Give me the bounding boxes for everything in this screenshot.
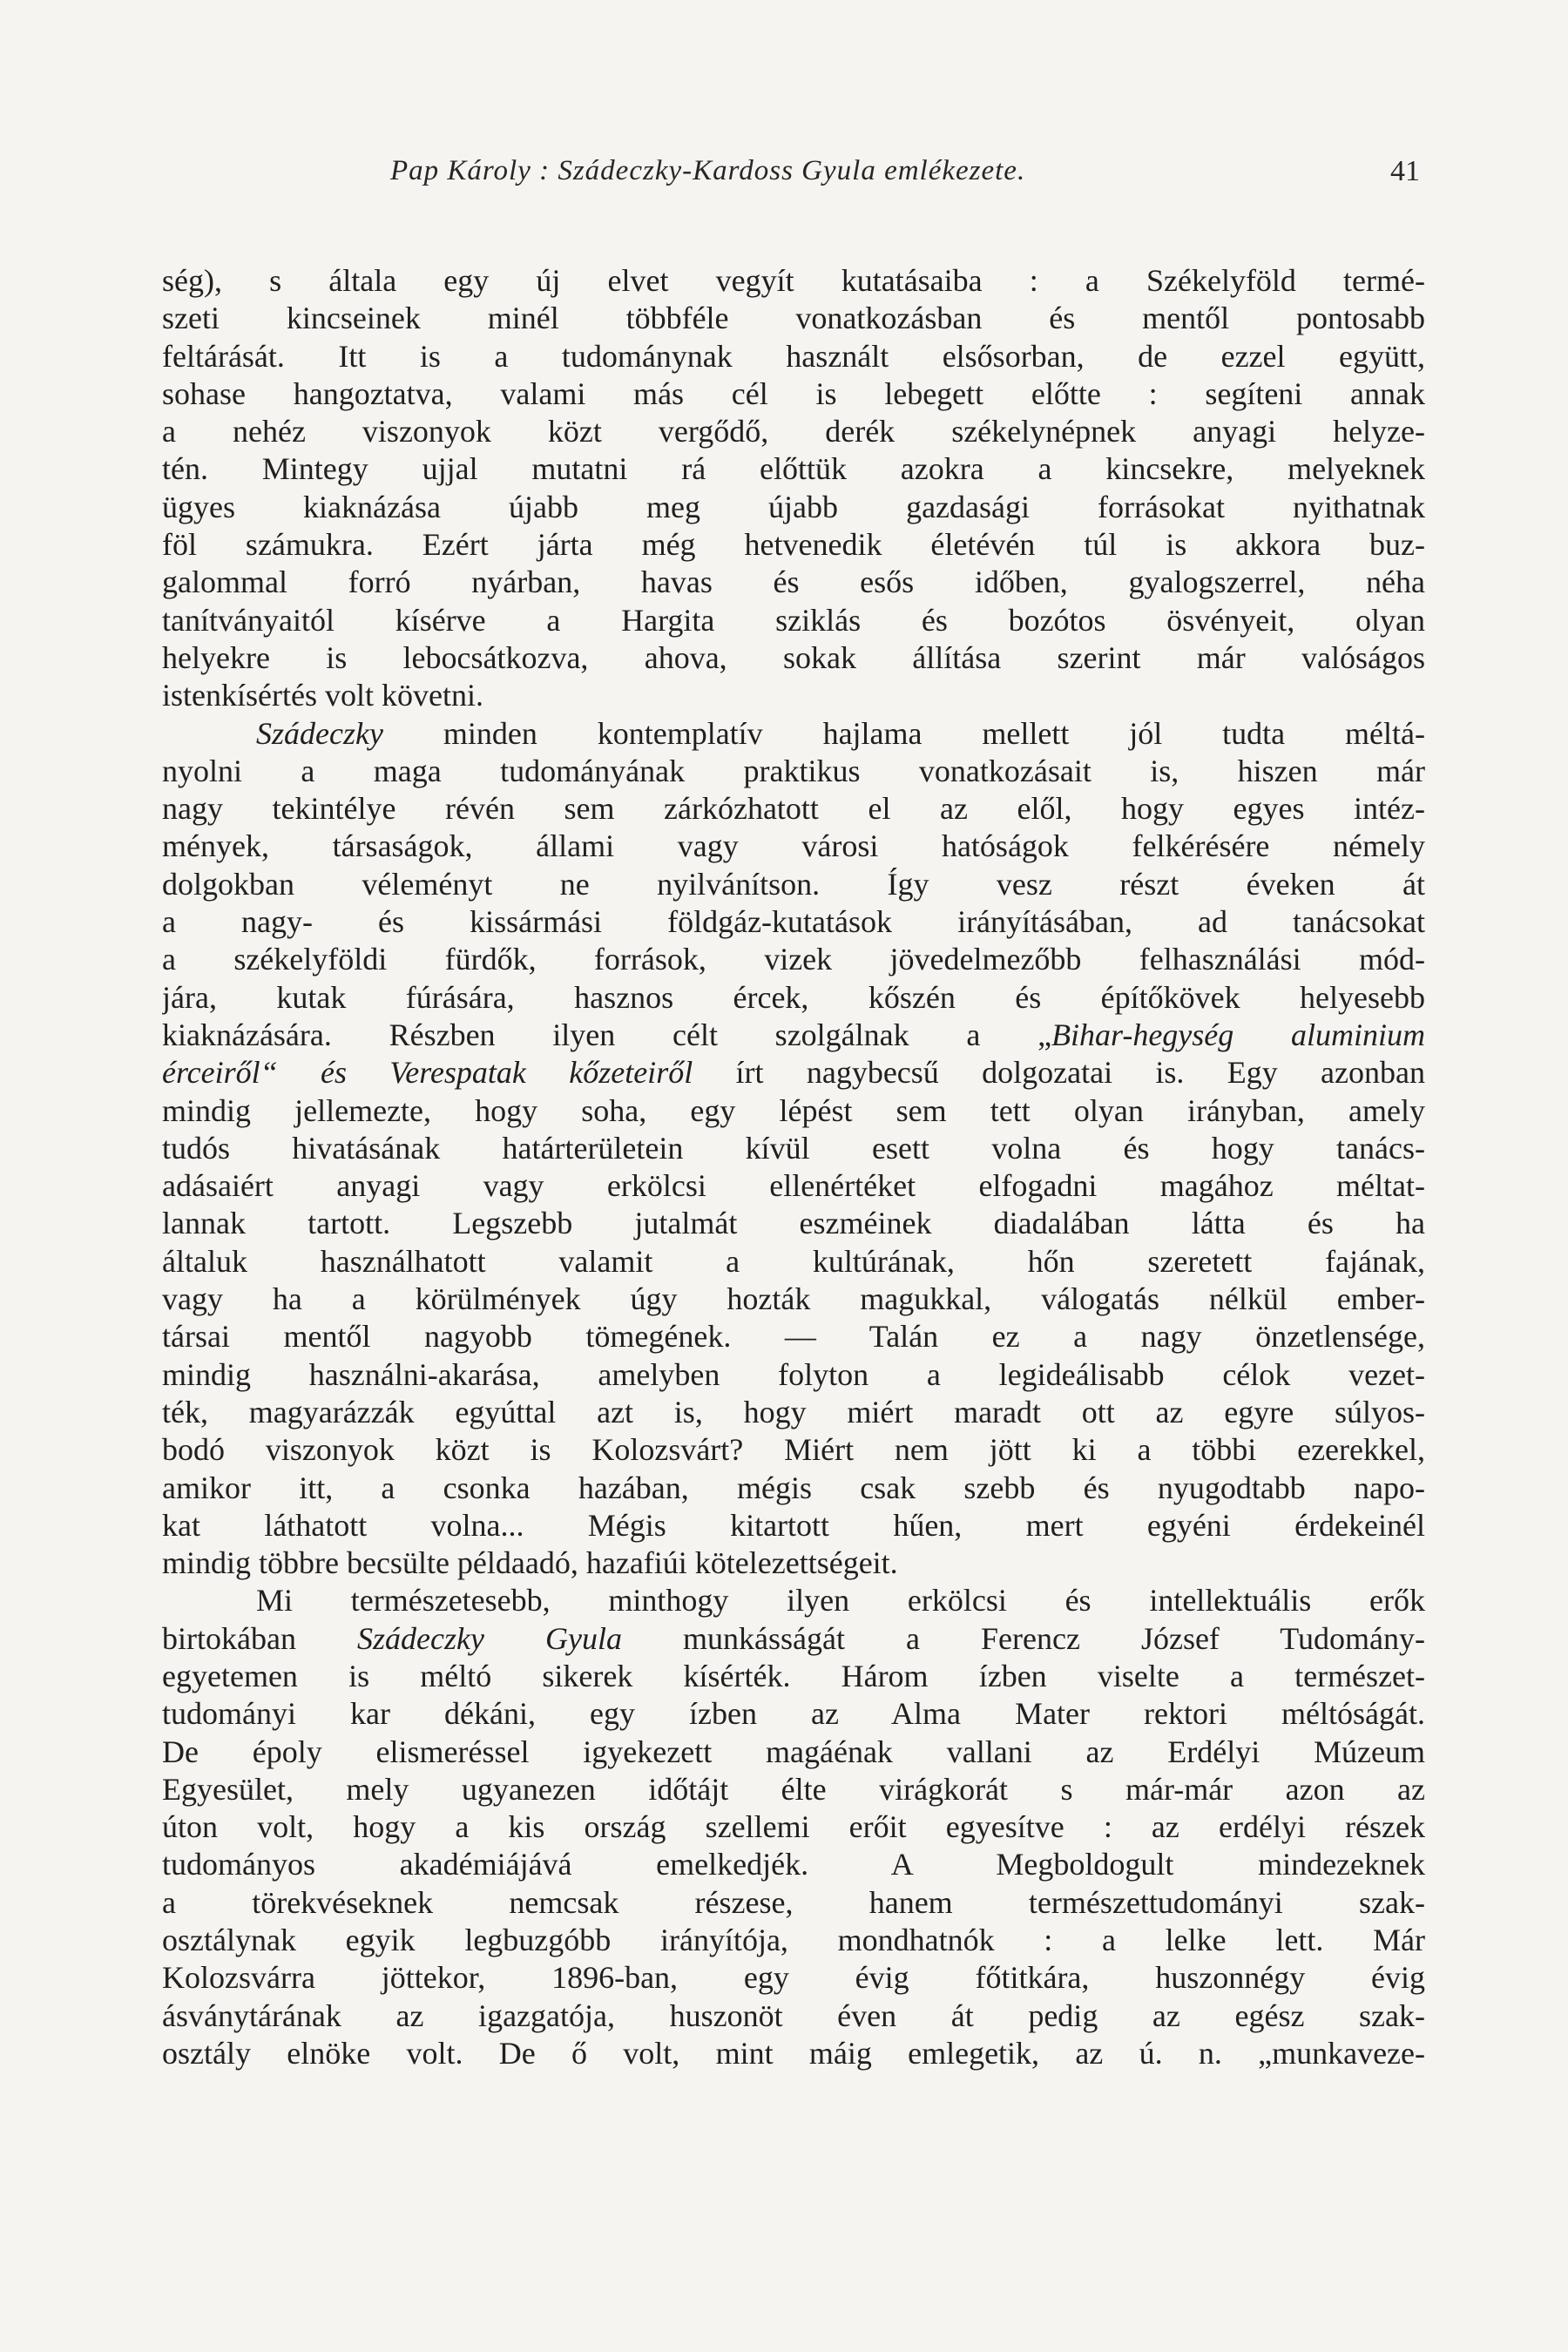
text-line — [162, 1205, 1425, 1242]
text-line — [162, 979, 1425, 1017]
text-run: osztály elnöke volt. De ő volt, mint máig emlegetik, az ú. n. „munkaveze- — [162, 2035, 1425, 2071]
text-run: tudományi kar dékáni, egy ízben az Alma Mater rektori méltóságát. — [162, 1696, 1425, 1732]
text-line — [162, 1318, 1425, 1355]
text-line — [162, 338, 1425, 375]
text-line — [162, 1130, 1425, 1167]
text-run: dolgokban véleményt ne nyilvánítson. Így vesz részt éveken át — [162, 866, 1425, 902]
text-line — [162, 1922, 1425, 1959]
text-line — [162, 1470, 1425, 1507]
text-line — [162, 602, 1425, 639]
text-run: szeti kincseinek minél többféle vonatkozásban és mentől pontosabb — [162, 301, 1425, 336]
text-run: nyolni a maga tudományának praktikus vonatkozásait is, hiszen már — [162, 753, 1425, 788]
text-line — [162, 564, 1425, 601]
text-run: mindig többre becsülte példaadó, hazafiúi kötelezettségeit. — [162, 1545, 898, 1581]
text-run: ség), s általa egy új elvet vegyít kutatásaiba : a Székelyföld termé- — [162, 263, 1425, 298]
running-head — [166, 155, 1420, 199]
text-run: amikor itt, a csonka hazában, mégis csak szebb és nyugodtabb napo- — [162, 1470, 1425, 1505]
text-run: mindig használni-akarása, amelyben folyton a legideálisabb célok vezet- — [162, 1356, 1425, 1392]
text-run: tanítványaitól kísérve a Hargita sziklás és bozótos ösvényeit, olyan — [162, 602, 1425, 638]
text-run: Mi természetesebb, minthogy ilyen erkölcsi és intellektuális erők — [256, 1583, 1425, 1619]
text-run: a törekvéseknek nemcsak részese, hanem természettudományi szak- — [162, 1884, 1425, 1920]
text-run: társai mentől nagyobb tömegének. — Talán ez a nagy önzetlensége, — [162, 1319, 1425, 1355]
text-run: nagy tekintélye révén sem zárkózhatott el az elől, hogy egyes intéz- — [162, 791, 1425, 827]
running-head-title: Pap Károly : Szádeczky-Kardoss Gyula emlékezete. — [390, 155, 1026, 186]
text-line — [162, 1394, 1425, 1431]
text-run: írt nagybecsű dolgozatai is. Egy azonban — [693, 1055, 1425, 1091]
italic-text: Bihar-hegység aluminium — [1051, 1017, 1425, 1052]
text-line — [162, 1959, 1425, 1997]
text-run: Egyesület, mely ugyanezen időtájt élte virágkorát s már-már azon az — [162, 1771, 1425, 1807]
text-line — [162, 866, 1425, 903]
text-line — [162, 450, 1425, 488]
text-run: birtokában — [162, 1620, 357, 1656]
text-run: kiaknázására. Részben ilyen célt szolgálnak a „ — [162, 1017, 1052, 1052]
text-line — [162, 1884, 1425, 1922]
text-line — [162, 1092, 1425, 1130]
text-line — [162, 375, 1425, 413]
text-run: De époly elismeréssel igyekezett magáénak vallani az Erdélyi Múzeum — [162, 1734, 1425, 1769]
text-line — [162, 1582, 1425, 1619]
text-run: feltárását. Itt is a tudománynak használt elsősorban, de ezzel együtt, — [162, 338, 1425, 374]
text-line — [162, 1017, 1425, 1054]
italic-text: Szádeczky Gyula — [357, 1620, 622, 1656]
text-line — [162, 262, 1425, 300]
text-line — [162, 903, 1425, 941]
text-line — [162, 941, 1425, 978]
text-run: vagy ha a körülmények úgy hozták magukkal, válogatás nélkül ember- — [162, 1281, 1425, 1317]
text-run: lannak tartott. Legszebb jutalmát eszméinek diadalában látta és ha — [162, 1206, 1425, 1241]
text-line — [162, 1695, 1425, 1733]
text-run: a nagy- és kissármási földgáz-kutatások irányításában, ad tanácsokat — [162, 904, 1425, 940]
text-run: mények, társaságok, állami vagy városi hatóságok felkérésére némely — [162, 828, 1425, 864]
text-run: galommal forró nyárban, havas és esős időben, gyalogszerrel, néha — [162, 564, 1425, 600]
text-run: tudományos akadémiájává emelkedjék. A Megboldogult mindezeknek — [162, 1847, 1425, 1882]
text-line — [162, 753, 1425, 790]
text-run: ügyes kiaknázása újabb meg újabb gazdasági forrásokat nyithatnak — [162, 489, 1425, 524]
text-line — [162, 1808, 1425, 1846]
text-line — [162, 1544, 1425, 1582]
text-line — [162, 715, 1425, 753]
body-text — [162, 262, 1425, 2072]
text-run: ásványtárának az igazgatója, huszonöt éven át pedig az egész szak- — [162, 1997, 1425, 2033]
text-line — [162, 1771, 1425, 1808]
text-run: osztálynak egyik legbuzgóbb irányítója, mondhatnók : a lelke lett. Már — [162, 1923, 1425, 1958]
text-line — [162, 413, 1425, 450]
text-line — [162, 300, 1425, 337]
text-run: a nehéz viszonyok közt vergődő, derék székelynépnek anyagi helyze- — [162, 414, 1425, 449]
text-run: úton volt, hogy a kis ország szellemi erőit egyesítve : az erdélyi részek — [162, 1809, 1425, 1845]
text-run: sohase hangoztatva, valami más cél is lebegett előtte : segíteni annak — [162, 375, 1425, 411]
text-line — [162, 1431, 1425, 1469]
italic-text: érceiről“ és Verespatak kőzeteiről — [162, 1055, 693, 1091]
page-number: 41 — [1390, 155, 1420, 187]
text-run: jára, kutak fúrására, hasznos ércek, kőszén és építőkövek helyesebb — [162, 979, 1425, 1015]
text-line — [162, 828, 1425, 865]
text-line — [162, 1846, 1425, 1883]
text-run: egyetemen is méltó sikerek kísérték. Három ízben viselte a természet- — [162, 1658, 1425, 1693]
text-run: adásaiért anyagi vagy erkölcsi ellenértéket elfogadni magához méltat- — [162, 1168, 1425, 1204]
text-line — [162, 1281, 1425, 1318]
text-run: tén. Mintegy ujjal mutatni rá előttük azokra a kincsekre, melyeknek — [162, 451, 1425, 487]
text-line — [162, 1997, 1425, 2035]
text-run: istenkísértés volt követni. — [162, 678, 483, 713]
text-run: minden kontemplatív hajlama mellett jól tudta méltá- — [382, 715, 1425, 751]
text-run: a székelyföldi fürdők, források, vizek jövedelmezőbb felhasználási mód- — [162, 942, 1425, 977]
text-line — [162, 790, 1425, 828]
text-run: kat láthatott volna... Mégis kitartott hűen, mert egyéni érdekeinél — [162, 1507, 1425, 1543]
text-run: munkásságát a Ferencz József Tudomány- — [621, 1620, 1425, 1656]
text-run: Kolozsvárra jöttekor, 1896-ban, egy évig főtitkára, huszonnégy évig — [162, 1960, 1425, 1996]
italic-text: Szádeczky — [256, 715, 383, 751]
text-line — [162, 1054, 1425, 1092]
text-line — [162, 1507, 1425, 1544]
text-line — [162, 1658, 1425, 1695]
text-line — [162, 1734, 1425, 1771]
text-line — [162, 526, 1425, 564]
text-run: ték, magyarázzák egyúttal azt is, hogy miért maradt ott az egyre súlyos- — [162, 1394, 1425, 1429]
text-run: általuk használhatott valamit a kultúrának, hőn szeretett fajának, — [162, 1243, 1425, 1279]
text-line — [162, 1167, 1425, 1205]
text-run: föl számukra. Ezért járta még hetvenedik életévén túl is akkora buz- — [162, 527, 1425, 563]
text-run: bodó viszonyok közt is Kolozsvárt? Miért nem jött ki a többi ezerekkel, — [162, 1432, 1425, 1468]
text-run: helyekre is lebocsátkozva, ahova, sokak állítása szerint már valóságos — [162, 639, 1425, 675]
text-run: tudós hivatásának határterületein kívül esett volna és hogy tanács- — [162, 1130, 1425, 1166]
text-line — [162, 1243, 1425, 1281]
text-line — [162, 1356, 1425, 1394]
text-line — [162, 1620, 1425, 1658]
text-run: mindig jellemezte, hogy soha, egy lépést sem tett olyan irányban, amely — [162, 1092, 1425, 1128]
text-line — [162, 2035, 1425, 2072]
text-line — [162, 677, 1425, 714]
text-line — [162, 639, 1425, 677]
text-line — [162, 489, 1425, 526]
